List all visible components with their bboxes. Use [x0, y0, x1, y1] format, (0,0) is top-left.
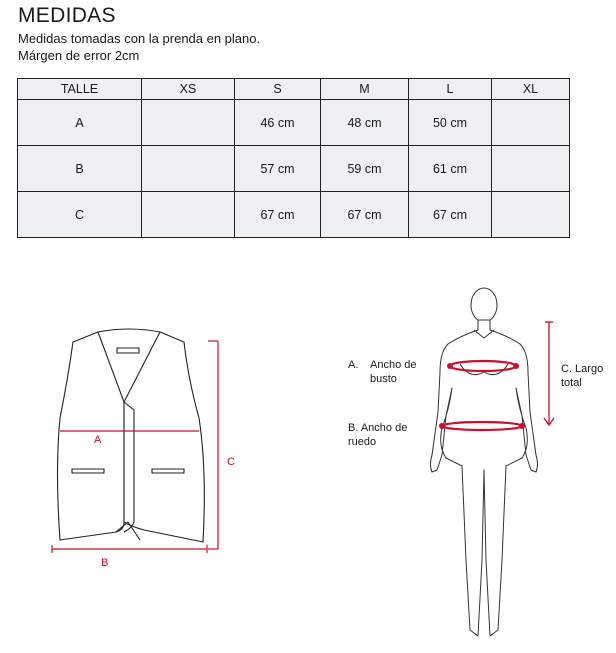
- subtitle-error-margin: Márgen de error 2cm: [18, 48, 140, 63]
- column-header: S: [235, 79, 321, 100]
- measure-bracket-c: [208, 341, 218, 549]
- vest-label-b: B: [101, 557, 109, 569]
- label-c-line2: total: [561, 377, 582, 389]
- table-cell: 50 cm: [409, 100, 492, 146]
- label-a-line1: Ancho de: [370, 359, 417, 371]
- table-cell: 57 cm: [235, 146, 321, 192]
- column-header: M: [321, 79, 409, 100]
- column-header: XS: [142, 79, 235, 100]
- label-a-line2: busto: [370, 373, 397, 385]
- row-label: B: [18, 146, 142, 192]
- vest-outline: [58, 329, 205, 542]
- table-cell: 48 cm: [321, 100, 409, 146]
- row-label: C: [18, 192, 142, 238]
- table-cell: 61 cm: [409, 146, 492, 192]
- subtitle-measure-note: Medidas tomadas con la prenda en plano.: [18, 31, 261, 46]
- page-title: MEDIDAS: [18, 4, 116, 27]
- vest-label-c: C: [227, 456, 235, 468]
- column-header: TALLE: [18, 79, 142, 100]
- table-cell: 59 cm: [321, 146, 409, 192]
- bust-marker-right: [513, 363, 519, 369]
- body-figure: [431, 288, 538, 636]
- vest-label-a: A: [94, 434, 102, 446]
- table-cell: 67 cm: [409, 192, 492, 238]
- column-header: L: [409, 79, 492, 100]
- length-arrow-c: [544, 322, 554, 425]
- table-cell: 67 cm: [235, 192, 321, 238]
- table-cell: 46 cm: [235, 100, 321, 146]
- bust-marker-left: [447, 363, 453, 369]
- row-label: A: [18, 100, 142, 146]
- column-header: XL: [492, 79, 570, 100]
- hem-marker-left: [439, 423, 445, 429]
- hem-marker-right: [519, 423, 525, 429]
- measure-bracket-b: [52, 545, 207, 553]
- label-b-line1: B. Ancho de: [348, 422, 408, 434]
- label-a-prefix: A.: [348, 359, 359, 371]
- label-c-line1: C. Largo: [561, 363, 604, 375]
- table-cell: 67 cm: [321, 192, 409, 238]
- label-b-line2: ruedo: [348, 436, 377, 448]
